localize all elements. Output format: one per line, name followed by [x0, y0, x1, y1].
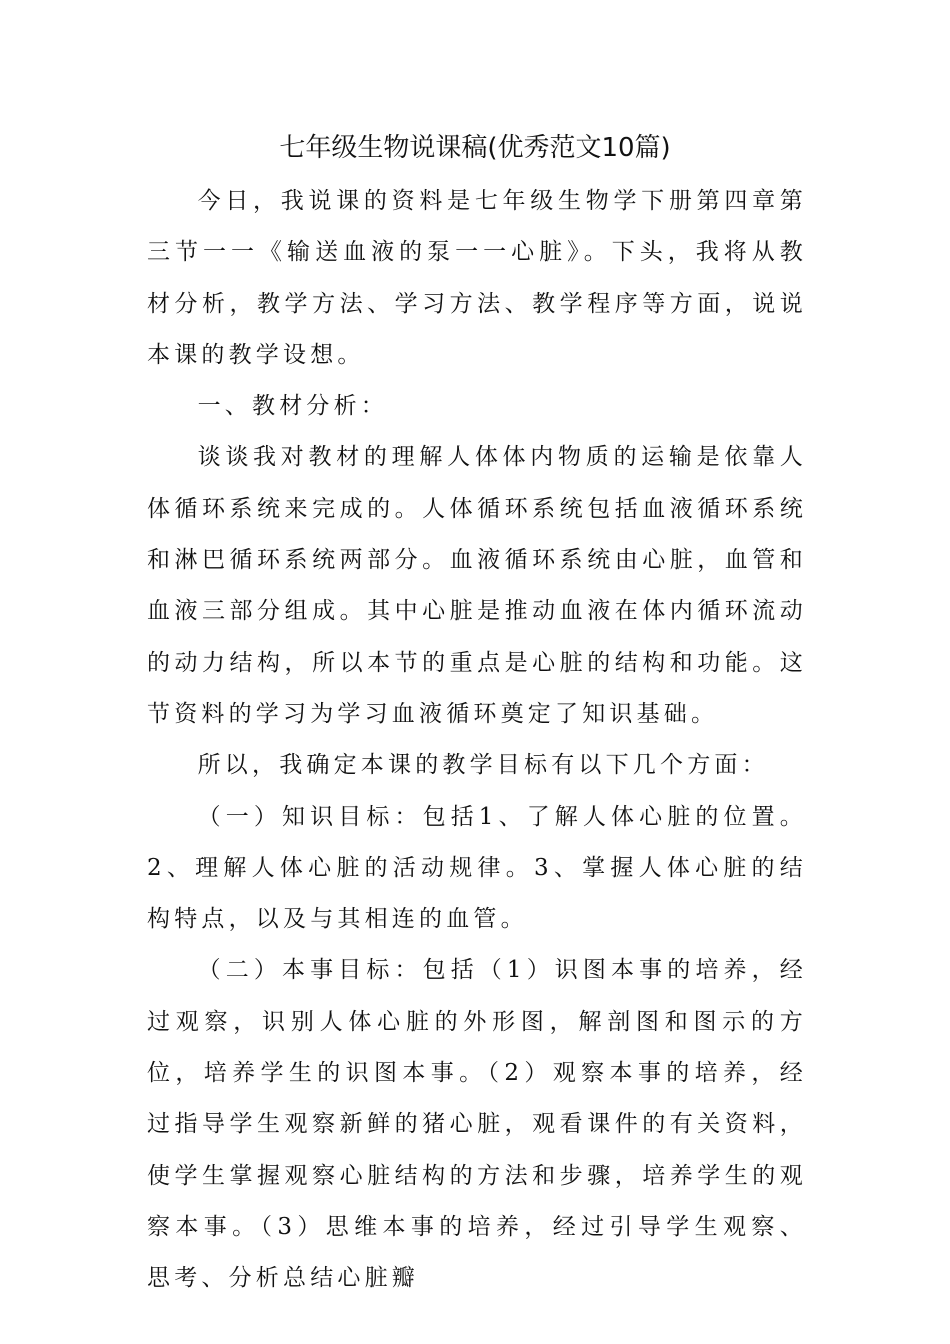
paragraph-knowledge-goals: （一）知识目标：包括1、了解人体心脏的位置。2、理解人体心脏的活动规律。3、掌握人体心脏的结构特点，以及与其相连的血管。	[147, 803, 807, 933]
paragraph-ability-goals: （二）本事目标：包括（1）识图本事的培养，经过观察，识别人体心脏的外形图，解剖图和图示的方位，培养学生的识图本事。（2）观察本事的培养，经过指导学生观察新鲜的猪心脏，观看课件的有关资料，使学生掌握观察心脏结构的方法和步骤，培养学生的观察本事。（3）思维本事的培养，经过引导学生观察、思考、分析总结心脏瓣	[147, 957, 807, 1292]
section-heading-textbook-analysis: 一、教材分析：	[197, 393, 388, 420]
document-title: 七年级生物说课稿(优秀范文10篇)	[279, 133, 671, 163]
paragraph-intro: 今日，我说课的资料是七年级生物学下册第四章第三节一一《输送血液的泵一一心脏》。下头，我将从教材分析，教学方法、学习方法、教学程序等方面，说说本课的教学设想。	[147, 188, 807, 368]
document-body	[147, 176, 807, 1305]
paragraph-teaching-goals-intro: 所以，我确定本课的教学目标有以下几个方面：	[197, 752, 769, 779]
paragraph-textbook-understanding: 谈谈我对教材的理解人体体内物质的运输是依靠人体循环系统来完成的。人体循环系统包括血液循环系统和淋巴循环系统两部分。血液循环系统由心脏，血管和血液三部分组成。其中心脏是推动血液在体内循环流动的动力结构，所以本节的重点是心脏的结构和功能。这节资料的学习为学习血液循环奠定了知识基础。	[147, 444, 807, 727]
